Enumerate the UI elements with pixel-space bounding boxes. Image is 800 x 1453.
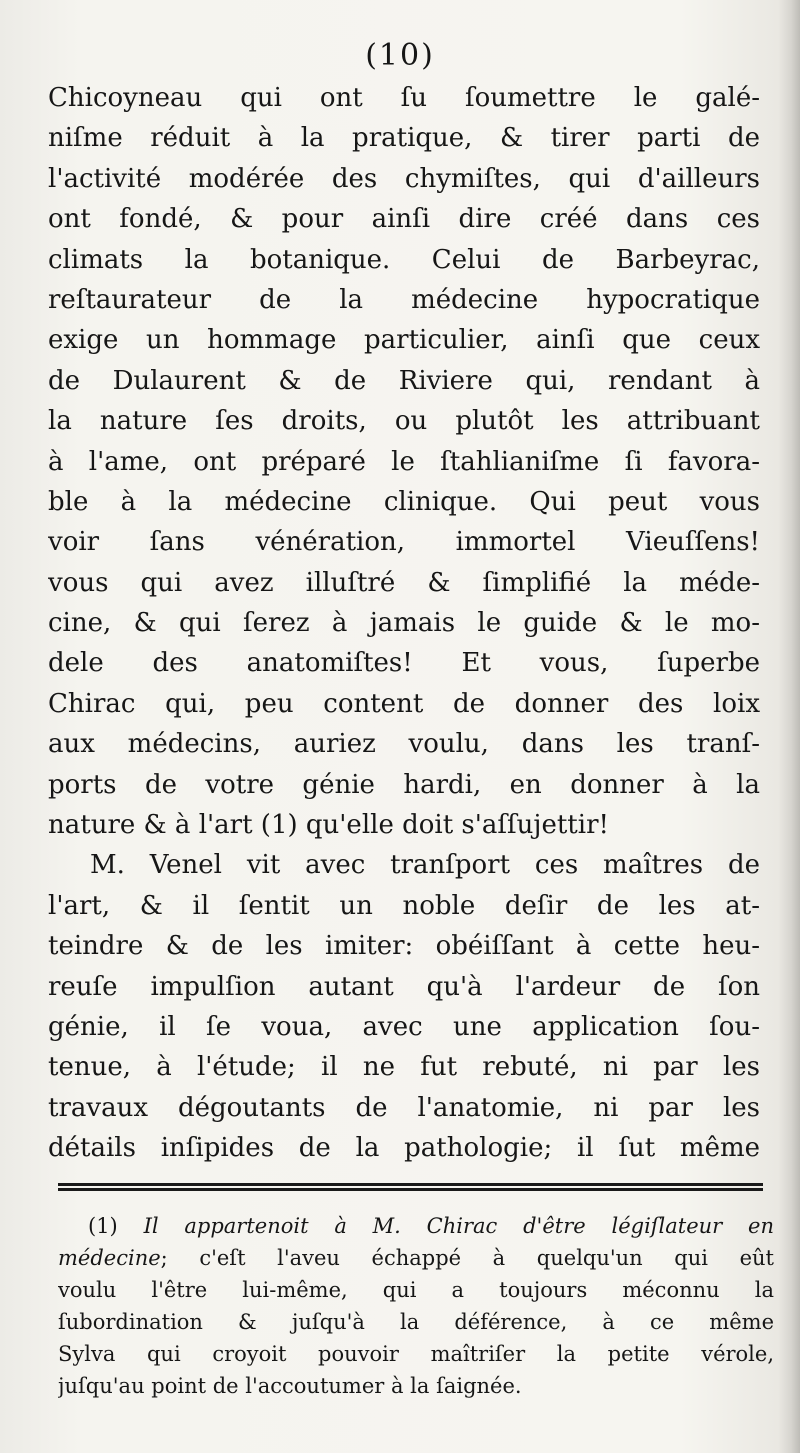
text-line: travaux dégoutants de l'anatomie, ni par les [48,1092,760,1123]
page-number: (10) [365,38,435,73]
footnote-italic-word: médecine [58,1246,161,1270]
footnote-line [58,1242,774,1274]
text-line: ont fondé, & pour ainſi dire créé dans ces [48,204,760,235]
text-line: dele des anatomiſtes! Et vous, ſuperbe [48,648,760,679]
text-line: voir ſans vénération, immortel Vieuſſens! [48,527,760,558]
text-line: reuſe impulſion autant qu'à l'ardeur de ſon [48,971,760,1002]
text-line: génie, il ſe voua, avec une application ſou- [48,1011,760,1042]
text-line: nature & à l'art (1) qu'elle doit s'aſſujettir! [48,810,609,841]
text-line: la nature ſes droits, ou plutôt les attribuant [48,406,760,437]
text-line: climats la botanique. Celui de Barbeyrac, [48,244,760,275]
footnote-line: ſubordination & juſqu'à la déférence, à ce même [58,1310,774,1334]
text-line: vous qui avez illuſtré & ſimplifié la méde- [48,567,760,598]
text-line: Chicoyneau qui ont ſu ſoumettre le galé- [48,83,760,113]
text-line: Chirac qui, peu content de donner des loix [48,688,760,719]
text-line: teindre & de les imiter: obéiſſant à cette heu- [48,931,760,962]
text-line: l'activité modérée des chymiſtes, qui d'ailleurs [48,163,760,194]
footnote-text: ; c'eſt l'aveu échappé à quelqu'un qui eût [160,1246,774,1270]
footnote-italic-text: Il appartenoit à M. Chirac d'être légiſlateur en [143,1214,774,1238]
text-line: tenue, à l'étude; il ne fut rebuté, ni par les [48,1052,760,1083]
main-text [48,78,760,1169]
footnote-separator-rule [58,1183,763,1191]
footnote-line: Sylva qui croyoit pouvoir maîtriſer la petite vérole, [58,1342,774,1366]
text-line: de Dulaurent & de Riviere qui, rendant à [48,365,760,396]
footnote-line: voulu l'être lui-même, qui a toujours méconnu la [58,1278,774,1302]
text-line: niſme réduit à la pratique, & tirer parti de [48,123,760,154]
text-line: reſtaurateur de la médecine hypocratique [48,284,760,315]
text-line: à l'ame, ont préparé le ſtahlianiſme ſi favora- [48,446,760,477]
text-line: l'art, & il ſentit un noble deſir de les at- [48,890,760,921]
text-line: détails inſipides de la pathologie; il ſut même [48,1133,760,1164]
footnote [58,1210,774,1402]
footnote-line [58,1210,774,1242]
footnote-line: juſqu'au point de l'accoutumer à la ſaignée. [58,1374,522,1398]
text-line: ports de votre génie hardi, en donner à la [48,769,760,800]
text-line: cine, & qui ſerez à jamais le guide & le mo- [48,608,760,639]
footnote-marker: (1) [88,1214,118,1238]
paragraph-start-line: M. Venel vit avec tranſport ces maîtres de [90,850,760,881]
text-line: ble à la médecine clinique. Qui peut vous [48,486,760,517]
text-line: aux médecins, auriez voulu, dans les tranſ- [48,729,760,760]
page-edge-shadow [778,0,800,1453]
text-line: exige un hommage particulier, ainſi que ceux [48,325,760,356]
